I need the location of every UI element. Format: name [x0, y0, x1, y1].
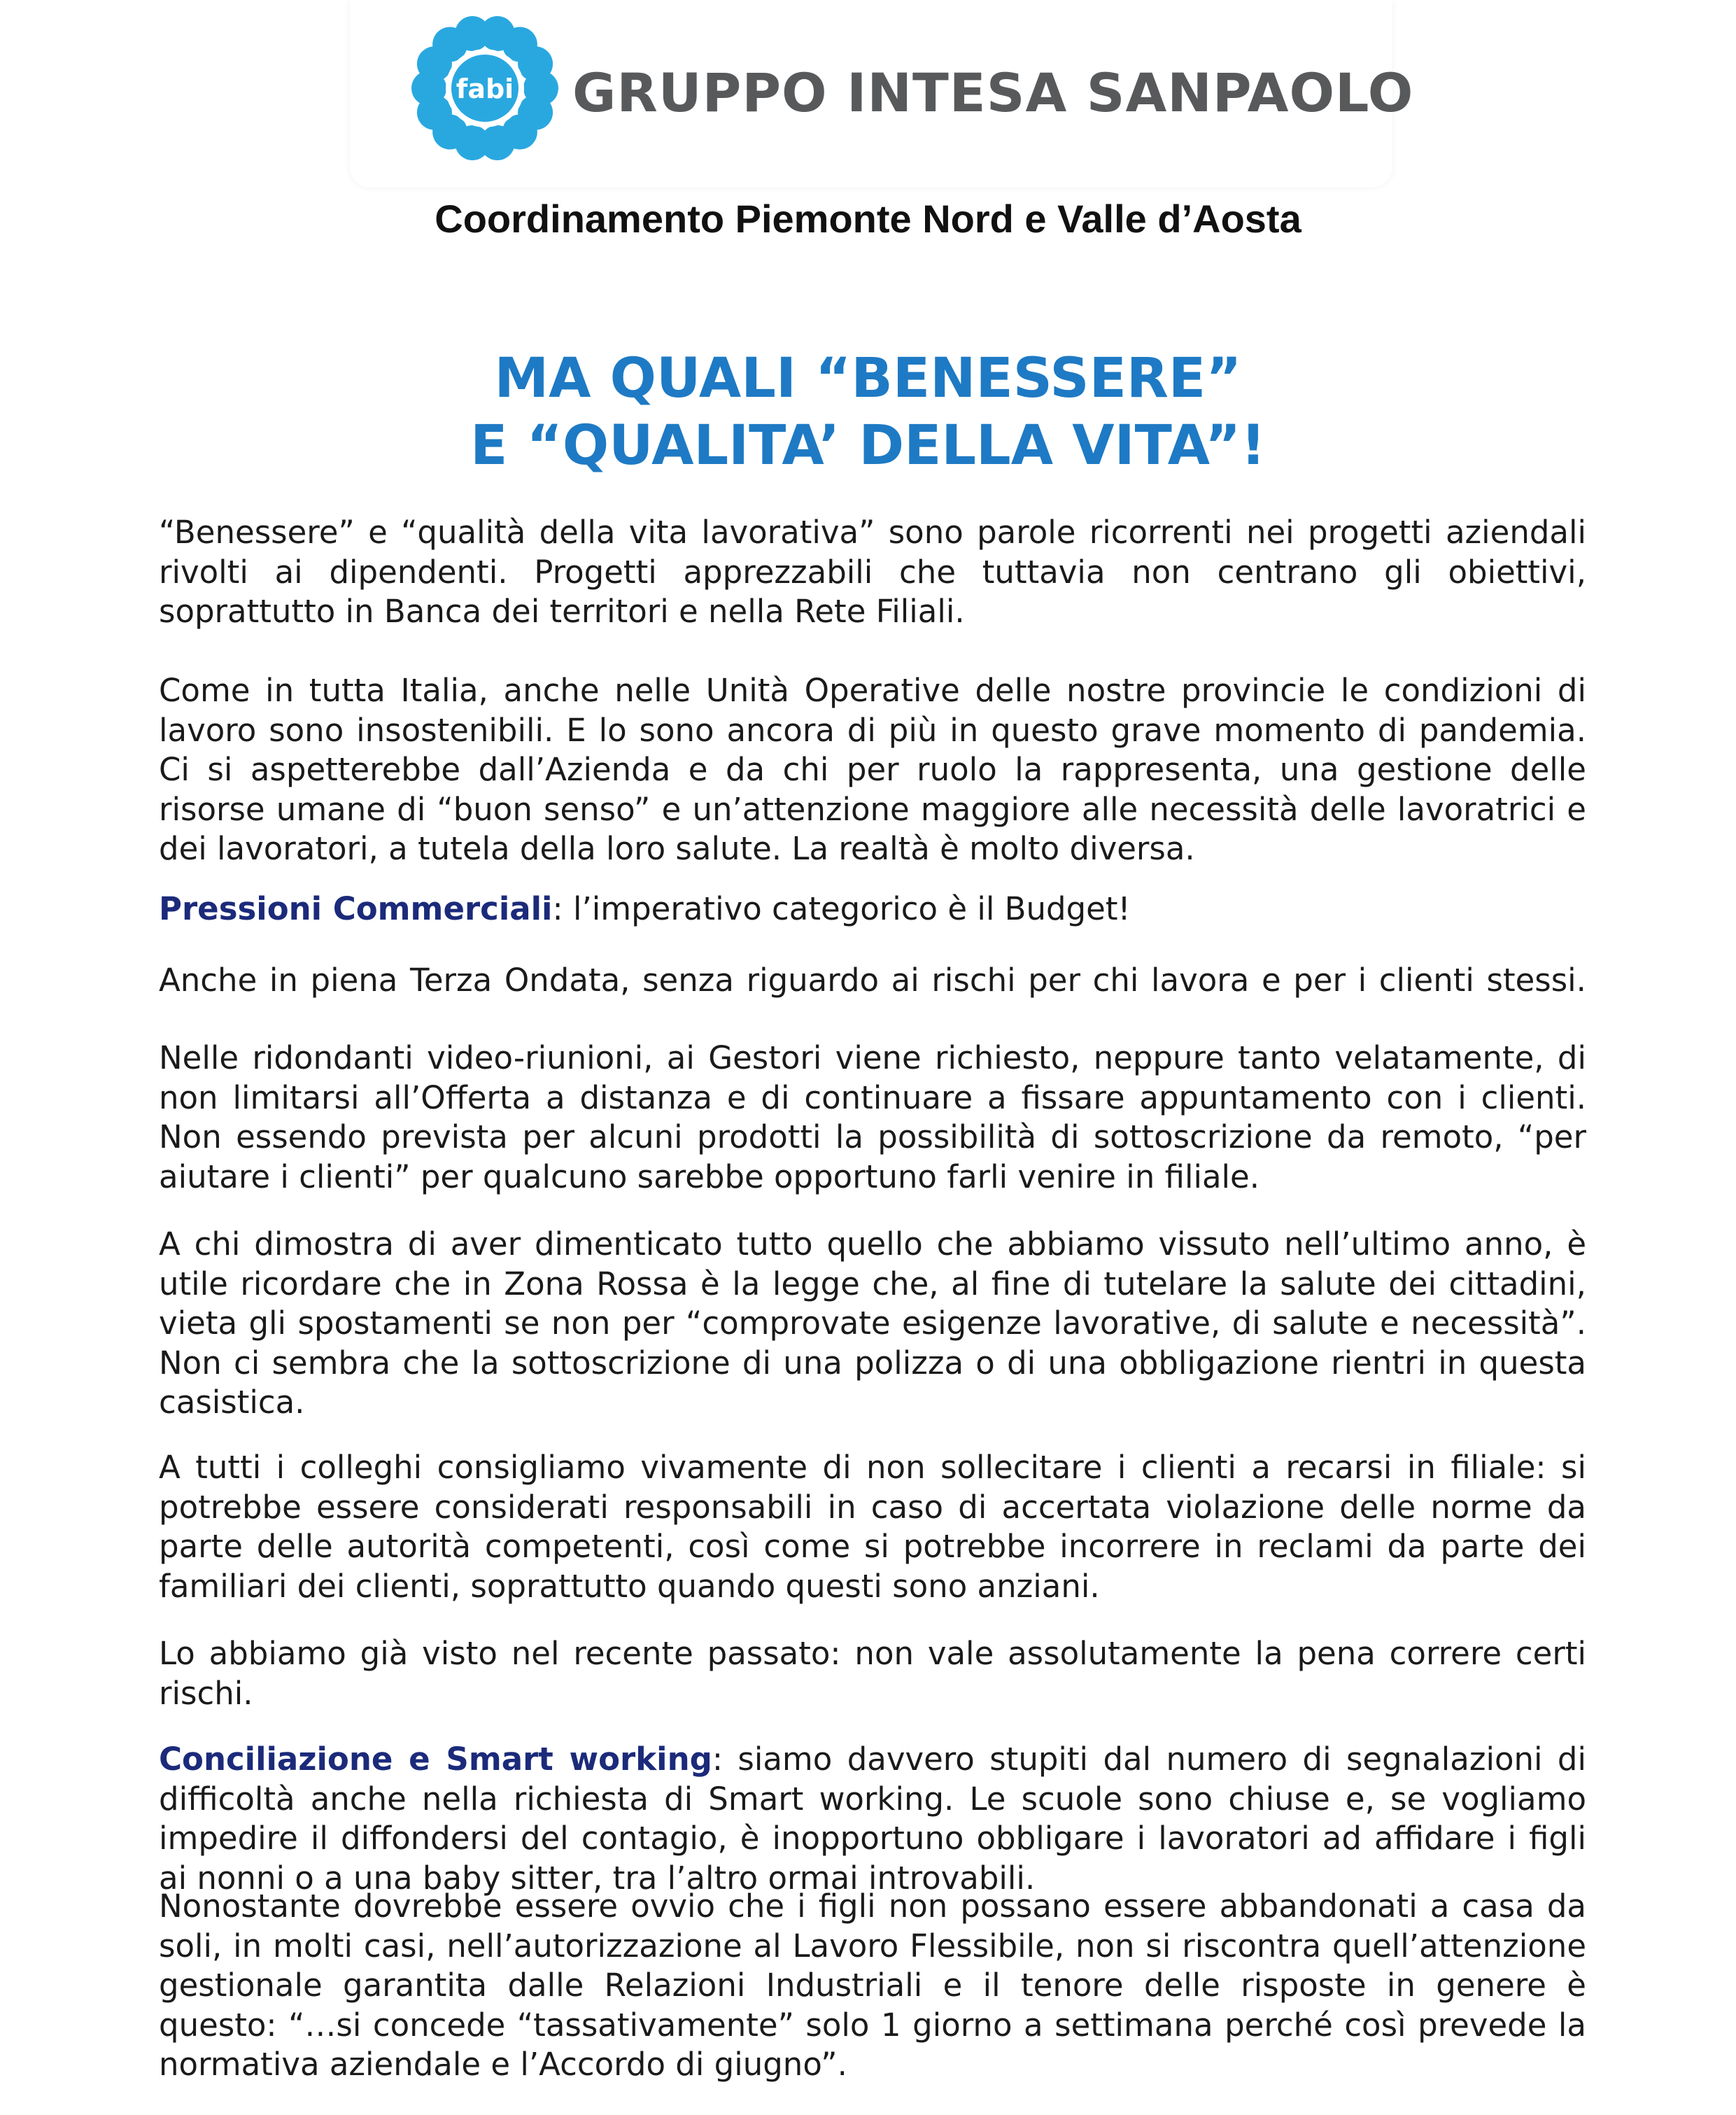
title-line-1: MA QUALI “BENESSERE” — [494, 347, 1242, 410]
paragraph-video-riunioni: Nelle ridondanti video-riunioni, ai Gestori viene richiesto, neppure tanto velatamente, di non limitarsi all’Offerta a distanza e di continuare a fissare appuntamento con i clienti. Non essendo prevista per alcuni prodotti la possibilità di sottoscrizione da remoto, “per aiutare i clienti” per qualcuno sarebbe opportuno farli venire in filiale. — [159, 1039, 1586, 1195]
paragraph-condizioni: Come in tutta Italia, anche nelle Unità Operative delle nostre provincie le condizioni di lavoro sono insostenibili. E lo sono ancora di più in questo grave momento di pandemia. Ci si aspetterebbe dall’Azienda e da chi per ruolo la rappresenta, una gestione delle risorse umane di “buon senso” e un’attenzione maggiore alle necessità delle lavoratrici e dei lavoratori, a tutela della loro salute. La realtà è molto diversa. — [159, 672, 1586, 867]
heading-conciliazione-smart-working: Conciliazione e Smart working — [159, 1741, 712, 1778]
paragraph-colleghi: A tutti i colleghi consigliamo vivamente di non sollecitare i clienti a recarsi in filiale: si potrebbe essere considerati responsabili in caso di accertata violazione delle norme da parte delle autorità competenti, così come si potrebbe incorrere in reclami da parte dei familiari dei clienti, soprattutto quando questi sono anziani. — [159, 1449, 1586, 1605]
logo-petal — [518, 46, 553, 81]
paragraph-passato: Lo abbiamo già visto nel recente passato: non vale assolutamente la pena correre certi rischi. — [159, 1635, 1586, 1712]
pressioni-text: : l’imperativo categorico è il Budget! — [552, 890, 1131, 927]
brand-name: GRUPPO INTESA SANPAOLO — [572, 62, 1414, 124]
paragraph-lavoro-flessibile: Nonostante dovrebbe essere ovvio che i figli non possano essere abbandonati a casa da soli, in molti casi, nell’autorizzazione al Lavoro Flessibile, non si riscontra quell’attenzione gestionale garantita dalle Relazioni Industriali e il tenore delle risposte in genere è questo: “…si concede “tassativamente” solo 1 giorno a settimana perché così prevede la normativa aziendale e l’Accordo di giugno”. — [159, 1888, 1586, 2083]
paragraph-conciliazione — [159, 1740, 1586, 1898]
coordination-subtitle: Coordinamento Piemonte Nord e Valle d’Aosta — [435, 197, 1301, 241]
heading-pressioni-commerciali: Pressioni Commerciali — [159, 890, 553, 927]
paragraph-zona-rossa: A chi dimostra di aver dimenticato tutto quello che abbiamo vissuto nell’ultimo anno, è utile ricordare che in Zona Rossa è la legge che, al fine di tutelare la salute dei cittadini, vieta gli spostamenti se non per “comprovate esigenze lavorative, di salute e necessità”. Non ci sembra che la sottoscrizione di una polizza o di una obbligazione rientri in questa casistica. — [159, 1225, 1586, 1421]
fabi-flower-logo — [408, 11, 562, 165]
paragraph-benessere: “Benessere” e “qualità della vita lavorativa” sono parole ricorrenti nei progetti aziendali rivolti ai dipendenti. Progetti apprezzabili che tuttavia non centrano gli obiettivi, soprattutto in Banca dei territori e nella Rete Filiali. — [159, 514, 1586, 630]
title-line-2: E “QUALITA’ DELLA VITA”! — [470, 414, 1266, 477]
conciliazione-text: : siamo davvero stupiti dal numero di segnalazioni di difficoltà anche nella richiesta di Smart working. Le scuole sono chiuse e, se vogliamo impedire il diffondersi del contagio, è inopportuno obbligare i lavoratori ad affidare i figli ai nonni o a una baby sitter, tra l’altro ormai introvabili. — [159, 1741, 1586, 1897]
paragraph-pressioni — [159, 890, 1586, 929]
logo-text: fabi — [456, 73, 514, 104]
paragraph-terza-ondata: Anche in piena Terza Ondata, senza riguardo ai rischi per chi lavora e per i clienti stessi. — [159, 962, 1586, 999]
